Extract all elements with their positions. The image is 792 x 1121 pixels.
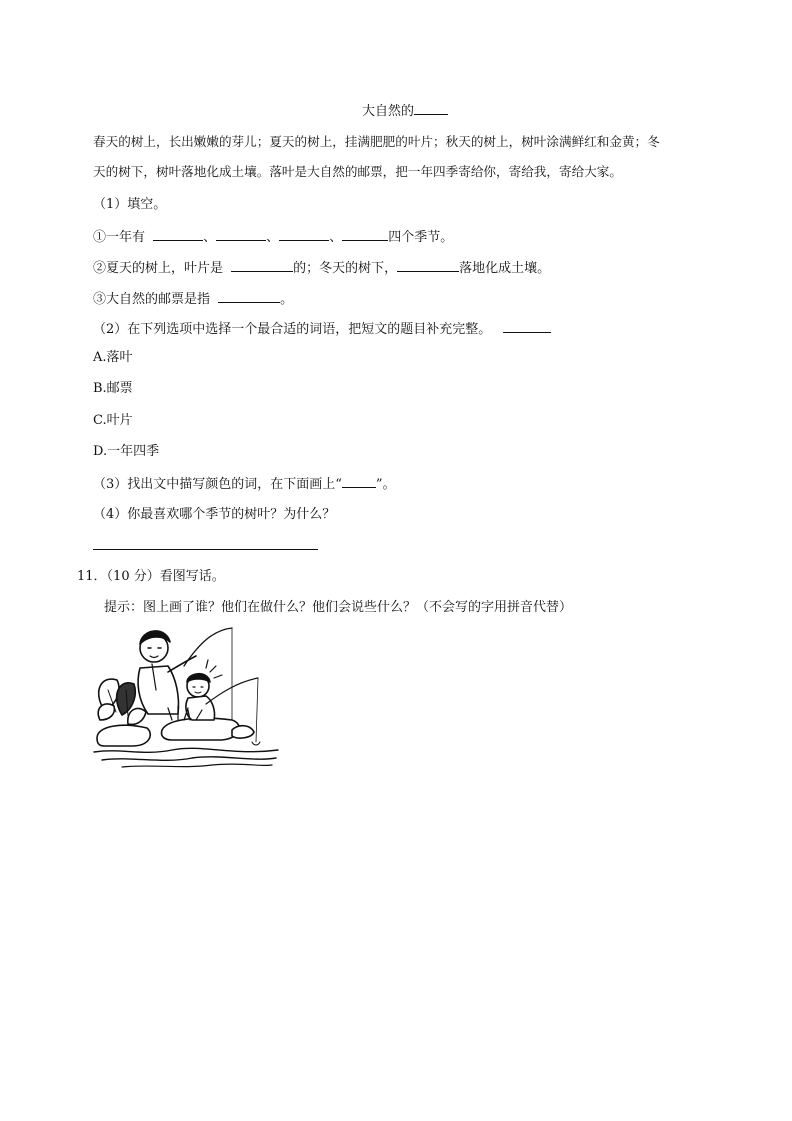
passage-text-line-1: 春天的树上，长出嫩嫩的芽儿；夏天的树上，挂满肥肥的叶片；秋天的树上，树叶涂满鲜红和金黄；冬 (93, 134, 660, 149)
passage-title-text: 大自然的 (362, 104, 415, 119)
season-blank-4[interactable] (342, 228, 388, 241)
q3-prompt-prefix: （3）找出文中描写颜色的词，在下面画上“ (93, 477, 342, 492)
q2-option-c[interactable]: C.叶片 (93, 413, 133, 428)
q1-item-3 (93, 290, 293, 308)
q1-item-1-suffix: 四个季节。 (388, 230, 454, 245)
q2-option-d[interactable]: D.一年四季 (93, 444, 160, 459)
season-blank-3[interactable] (279, 228, 329, 241)
q2-option-b[interactable]: B.邮票 (93, 381, 133, 396)
q1-item-2-prefix: ②夏天的树上，叶片是 (93, 261, 224, 276)
q1-item-2-suffix: 落地化成土壤。 (459, 261, 551, 276)
q1-sep-3: 、 (329, 230, 343, 245)
q1-sep-1: 、 (203, 230, 217, 245)
q4-prompt: （4）你最喜欢哪个季节的树叶？为什么？ (93, 507, 336, 522)
q1-item-1-prefix: ①一年有 (93, 230, 146, 245)
season-blank-2[interactable] (216, 228, 266, 241)
stamp-meaning-blank[interactable] (218, 290, 280, 303)
passage-title (362, 102, 448, 120)
q3-underline-sample (342, 475, 376, 488)
winter-blank[interactable] (397, 259, 459, 272)
season-blank-1[interactable] (153, 228, 203, 241)
q1-item-1 (93, 228, 453, 246)
q11-hint: 提示：图上画了谁？他们在做什么？他们会说些什么？（不会写的字用拼音代替） (104, 600, 573, 615)
q1-header: （1）填空。 (93, 197, 167, 212)
q1-item-2-middle: 的；冬天的树下， (293, 261, 398, 276)
title-blank[interactable] (414, 102, 448, 115)
passage-text-line-2: 天的树下，树叶落地化成土壤。落叶是大自然的邮票，把一年四季寄给你，寄给我，寄给大家。 (93, 164, 622, 179)
q2-prompt (93, 320, 551, 338)
q1-item-2 (93, 259, 550, 277)
q2-answer-blank[interactable] (503, 320, 551, 333)
q1-item-3-prefix: ③大自然的邮票是指 (93, 292, 211, 307)
q3-prompt (93, 475, 396, 493)
q3-prompt-suffix: ”。 (375, 477, 396, 492)
summer-leaf-blank[interactable] (231, 259, 293, 272)
q4-answer-line[interactable] (93, 549, 318, 550)
q2-option-a[interactable]: A.落叶 (93, 350, 133, 365)
q1-sep-2: 、 (266, 230, 280, 245)
q1-item-3-suffix: 。 (280, 292, 294, 307)
father-and-child-fishing-illustration (92, 620, 282, 770)
q2-prompt-text: （2）在下列选项中选择一个最合适的词语，把短文的题目补充完整。 (93, 322, 492, 337)
q11-heading: 11．（10 分）看图写话。 (77, 569, 225, 584)
